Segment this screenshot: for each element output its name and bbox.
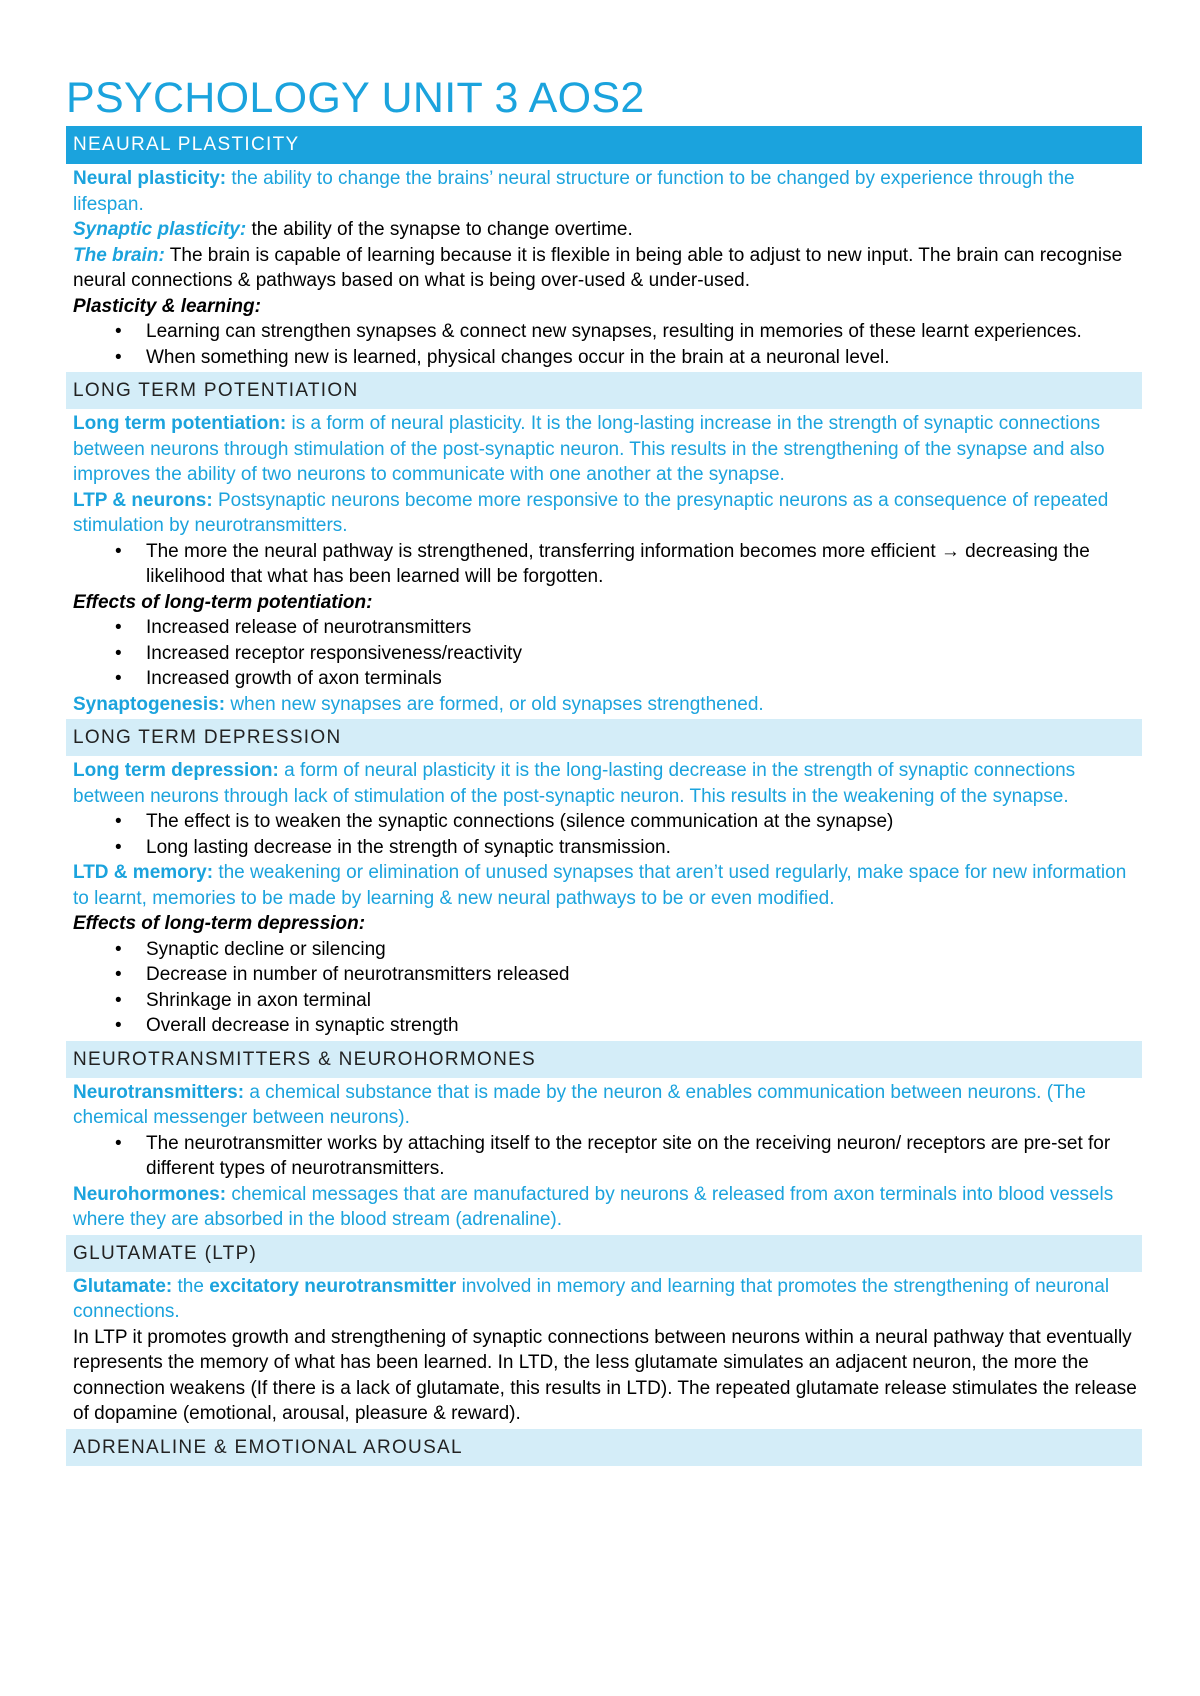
definition-text: involved in memory and learning that promotes the strengthening of neuronal connections. xyxy=(73,1275,1110,1322)
bullet-icon: • xyxy=(115,811,122,832)
document-title: PSYCHOLOGY UNIT 3 AOS2 xyxy=(66,74,645,122)
definition-text: the ability to change the brains’ neural structure or function to be changed by experience through the lifespan. xyxy=(73,168,1075,215)
definition-neurohormones xyxy=(73,1182,1142,1233)
list-item xyxy=(73,1013,1142,1039)
list-item xyxy=(73,615,1142,641)
list-item xyxy=(73,835,1142,861)
section-heading-glutamate: GLUTAMATE (LTP) xyxy=(66,1235,1142,1272)
bullet-icon: • xyxy=(115,642,122,664)
term-synaptogenesis: Synaptogenesis: xyxy=(73,693,226,715)
term-synaptic-plasticity: Synaptic plasticity: xyxy=(73,219,247,240)
definition-text: a form of neural plasticity it is the long-lasting decrease in the strength of synaptic connections between neurons through lack of stimulation of the post-synaptic neuron. This results in the weakening of the synapse. xyxy=(73,760,1076,807)
list-item xyxy=(73,539,1142,590)
subheading-text: Effects of long-term depression: xyxy=(73,913,366,934)
definition-text: is a form of neural plasticity. It is the long-lasting increase in the strength of synaptic connections between neurons through stimulation of the post-synaptic neuron. This results in the strengthening of the synapse and also improves the ability of two neurons to communicate with one another at the synapse. xyxy=(73,413,1105,485)
definition-neurotransmitters xyxy=(73,1080,1142,1131)
definition-ltd xyxy=(73,758,1142,809)
definition-text: the ability of the synapse to change overtime. xyxy=(246,219,633,240)
list-item xyxy=(73,809,1142,835)
bullet-list xyxy=(73,539,1142,590)
definition-synaptic-plasticity xyxy=(73,217,1142,243)
definition-synaptogenesis xyxy=(73,692,1142,718)
subheading-text: Effects of long-term potentiation: xyxy=(73,591,373,613)
term-glutamate: Glutamate: xyxy=(73,1275,173,1297)
bullet-icon: • xyxy=(115,617,122,638)
list-item xyxy=(73,345,1142,371)
section-heading-ltd: LONG TERM DEPRESSION xyxy=(66,719,1142,756)
list-item-text: Synaptic decline or silencing xyxy=(146,938,386,960)
list-item-text: Increased receptor responsiveness/reactivity xyxy=(146,642,522,664)
definition-text: when new synapses are formed, or old synapses strengthened. xyxy=(225,693,764,715)
bullet-icon: • xyxy=(115,346,122,368)
list-item-text: Learning can strengthen synapses & connect new synapses, resulting in memories of these learnt experiences. xyxy=(146,321,1082,342)
definition-the-brain xyxy=(73,243,1142,294)
bullet-icon: • xyxy=(115,668,122,689)
section-body-neural-plasticity xyxy=(66,166,1142,370)
list-item-text: Increased release of neurotransmitters xyxy=(146,617,472,638)
bullet-icon: • xyxy=(115,1132,122,1154)
bullet-list xyxy=(73,615,1142,692)
bullet-list xyxy=(73,1131,1142,1182)
subheading-effects-ltp xyxy=(73,590,1142,616)
list-item-text: The more the neural pathway is strengthened, transferring information becomes more efficient → decreasing the likelihood that what has been learned will be forgotten. xyxy=(146,540,1090,587)
subheading-plasticity-learning xyxy=(73,294,1142,320)
definition-text: Postsynaptic neurons become more responsive to the presynaptic neurons as a consequence of repeated stimulation by neurotransmitters. xyxy=(73,489,1109,536)
definition-neural-plasticity xyxy=(73,166,1142,217)
term-neurohormones: Neurohormones: xyxy=(73,1183,227,1205)
list-item-text: Long lasting decrease in the strength of synaptic transmission. xyxy=(146,836,671,858)
list-item-text: Shrinkage in axon terminal xyxy=(146,989,371,1011)
bullet-icon: • xyxy=(115,989,122,1011)
list-item-text: Decrease in number of neurotransmitters released xyxy=(146,964,570,985)
definition-glutamate xyxy=(73,1274,1142,1325)
term-ltp-neurons: LTP & neurons: xyxy=(73,489,213,511)
bullet-list xyxy=(73,319,1142,370)
list-item xyxy=(73,319,1142,345)
bullet-icon: • xyxy=(115,1015,122,1036)
bullet-list xyxy=(73,809,1142,860)
definition-text: the weakening or elimination of unused synapses that aren’t used regularly, make space for new information to learnt, memories to be made by learning & new neural pathways to be or even modified. xyxy=(73,862,1127,909)
definition-text: a chemical substance that is made by the neuron & enables communication between neurons. (The chemical messenger between neurons). xyxy=(73,1081,1086,1128)
definition-ltd-memory xyxy=(73,860,1142,911)
term-neurotransmitters: Neurotransmitters: xyxy=(73,1081,245,1103)
bullet-list xyxy=(73,937,1142,1039)
term-ltd-memory: LTD & memory: xyxy=(73,862,214,883)
section-heading-neural-plasticity: NEAURAL PLASTICITY xyxy=(66,126,1142,164)
paragraph-glutamate: In LTP it promotes growth and strengthening of synaptic connections between neurons within a neural pathway that eventually represents the memory of what has been learned. In LTD, the less glutamate simulates an adjacent neuron, the more the connection weakens (If there is a lack of glutamate, this results in LTD). The repeated glutamate release stimulates the release of dopamine (emotional, arousal, pleasure & reward). xyxy=(73,1326,1137,1424)
bullet-icon: • xyxy=(115,938,122,960)
section-body-glutamate xyxy=(66,1274,1142,1427)
list-item xyxy=(73,988,1142,1014)
list-item xyxy=(73,1131,1142,1182)
bullet-icon: • xyxy=(115,321,122,342)
list-item xyxy=(73,666,1142,692)
list-item xyxy=(73,962,1142,988)
definition-ltp xyxy=(73,411,1142,488)
definition-text: chemical messages that are manufactured by neurons & released from axon terminals into blood vessels where they are absorbed in the blood stream (adrenaline). xyxy=(73,1183,1114,1230)
list-item-text: The neurotransmitter works by attaching itself to the receptor site on the receiving neuron/ receptors are pre-set for different types of neurotransmitters. xyxy=(146,1132,1111,1179)
term-neural-plasticity: Neural plasticity: xyxy=(73,168,227,189)
list-item-text: Increased growth of axon terminals xyxy=(146,668,442,689)
subheading-text: Plasticity & learning: xyxy=(73,295,261,317)
bullet-icon: • xyxy=(115,540,122,562)
section-body-neurotransmitters xyxy=(66,1080,1142,1233)
list-item-text: Overall decrease in synaptic strength xyxy=(146,1015,459,1036)
section-heading-adrenaline: ADRENALINE & EMOTIONAL AROUSAL xyxy=(66,1429,1142,1466)
definition-text: The brain is capable of learning because it is flexible in being able to adjust to new input. The brain can recognise neural connections & pathways based on what is being over-used & under-used. xyxy=(73,244,1123,291)
definition-text: the xyxy=(172,1275,210,1297)
list-item xyxy=(73,937,1142,963)
term-excitatory: excitatory neurotransmitter xyxy=(209,1275,457,1297)
term-ltd: Long term depression: xyxy=(73,760,279,781)
section-heading-ltp: LONG TERM POTENTIATION xyxy=(66,372,1142,409)
term-ltp: Long term potentiation: xyxy=(73,413,287,434)
section-heading-neurotransmitters: NEUROTRANSMITTERS & NEUROHORMONES xyxy=(66,1041,1142,1078)
list-item-text: When something new is learned, physical changes occur in the brain at a neuronal level. xyxy=(146,346,890,368)
section-body-ltd xyxy=(66,758,1142,1039)
list-item xyxy=(73,641,1142,667)
section-body-ltp xyxy=(66,411,1142,717)
definition-ltp-neurons xyxy=(73,488,1142,539)
bullet-icon: • xyxy=(115,964,122,985)
document-page xyxy=(66,72,1142,1468)
subheading-effects-ltd xyxy=(73,911,1142,937)
term-the-brain: The brain: xyxy=(73,244,165,266)
list-item-text: The effect is to weaken the synaptic connections (silence communication at the synapse) xyxy=(146,811,894,832)
bullet-icon: • xyxy=(115,836,122,858)
